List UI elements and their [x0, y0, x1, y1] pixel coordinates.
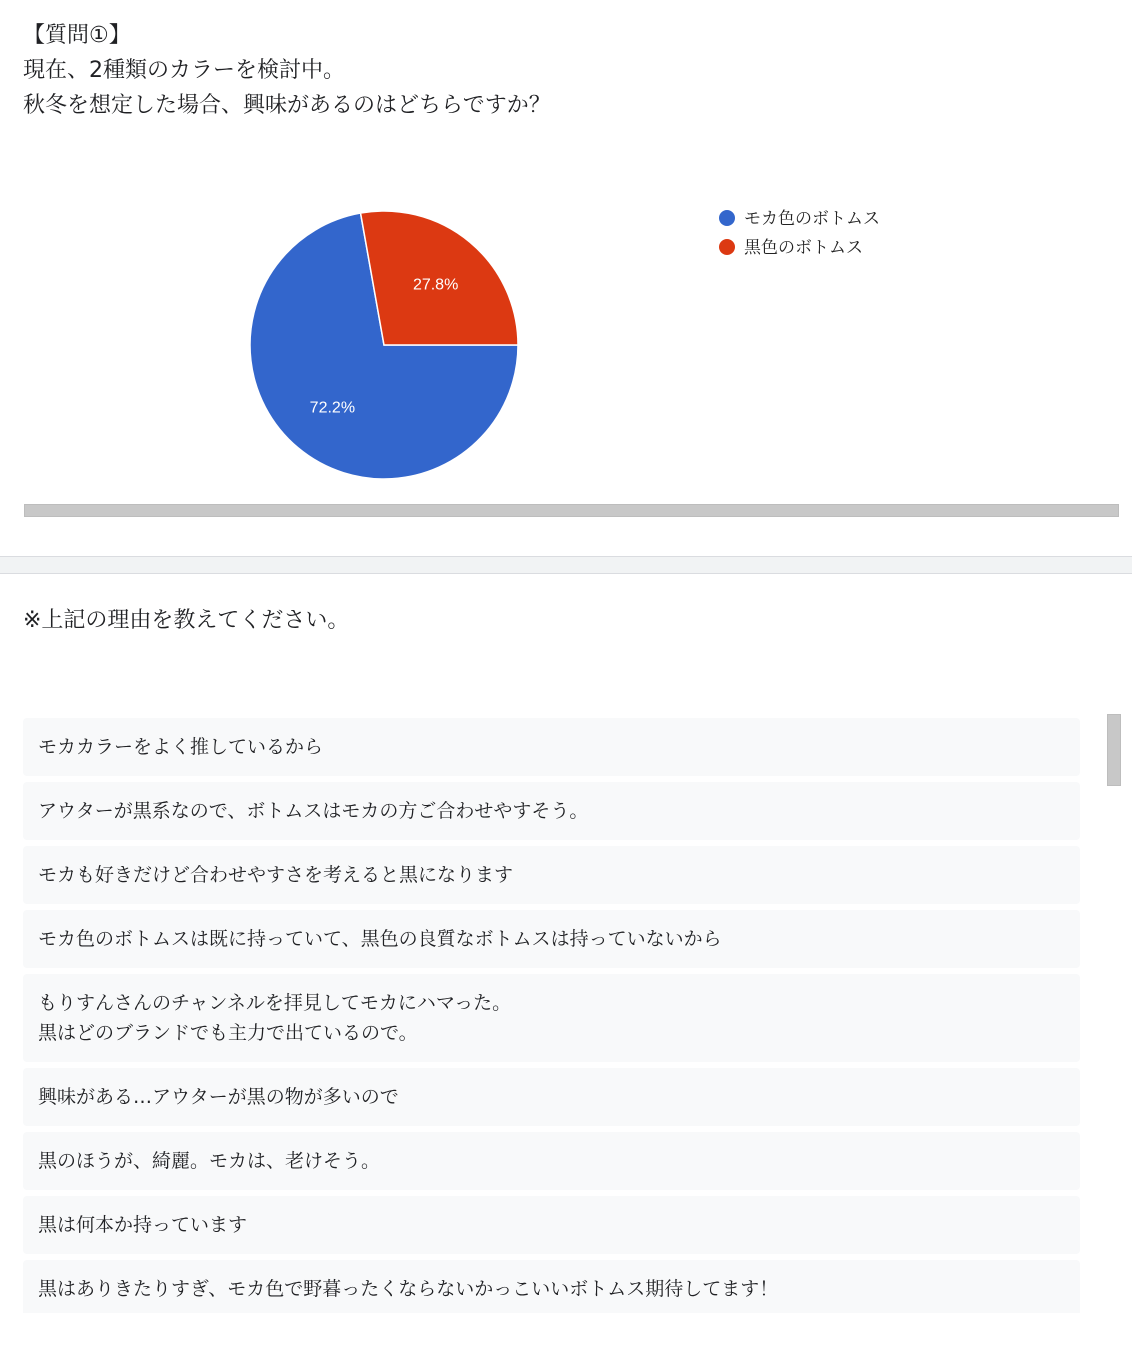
legend — [719, 209, 880, 258]
legend-label: 黒色のボトムス — [744, 238, 863, 258]
response-item — [23, 974, 1080, 1062]
response-item — [23, 782, 1080, 840]
question-2-card — [0, 574, 1132, 1345]
pie-slices — [250, 211, 518, 479]
response-text: 黒はどのブランドでも主力で出ているので。 — [38, 1022, 418, 1044]
legend-marker — [719, 239, 735, 255]
question-1-card — [0, 0, 1132, 556]
pie-slice-label: 72.2% — [309, 399, 356, 417]
legend-label: モカ色のボトムス — [744, 209, 880, 229]
vertical-scrollbar[interactable] — [1107, 714, 1121, 786]
response-text: もりすんさんのチャンネルを拝見してモカにハマった。 — [38, 992, 512, 1014]
response-item — [23, 1260, 1080, 1313]
question-1-title-line: 秋冬を想定した場合、興味があるのはどちらですか？ — [23, 93, 551, 118]
response-text: 黒は何本か持っています — [38, 1214, 248, 1236]
response-text: 黒はありきたりすぎ、モカ色で野暮ったくならないかっこいいボトムス期待してます！ — [38, 1278, 779, 1300]
pie-chart — [0, 140, 1132, 500]
horizontal-scrollbar[interactable] — [24, 504, 1119, 517]
response-text: 黒のほうが、綺麗。モカは、老けそう。 — [38, 1150, 381, 1172]
question-1-title-line: 現在、2種類のカラーを検討中。 — [23, 58, 345, 83]
question-2-title: ※上記の理由を教えてください。 — [23, 608, 350, 633]
response-text: 興味がある…アウターが黒の物が多いので — [38, 1086, 399, 1108]
response-item — [23, 1132, 1080, 1190]
response-list[interactable] — [23, 718, 1080, 1313]
response-text: モカも好きだけど合わせやすさを考えると黒になります — [38, 864, 514, 886]
question-1-title-line: 【質問①】 — [23, 23, 131, 48]
response-text: モカ色のボトムスは既に持っていて、黒色の良質なボトムスは持っていないから — [38, 928, 722, 950]
response-item — [23, 718, 1080, 776]
response-item — [23, 846, 1080, 904]
response-item — [23, 910, 1080, 968]
response-text: モカカラーをよく推しているから — [38, 736, 324, 758]
question-1-title — [23, 18, 551, 123]
response-text: アウターが黒系なので、ボトムスはモカの方ご合わせやすそう。 — [38, 800, 589, 822]
response-item — [23, 1068, 1080, 1126]
pie-slice-label: 27.8% — [412, 276, 459, 294]
section-divider — [0, 556, 1132, 574]
response-item — [23, 1196, 1080, 1254]
legend-marker — [719, 210, 735, 226]
